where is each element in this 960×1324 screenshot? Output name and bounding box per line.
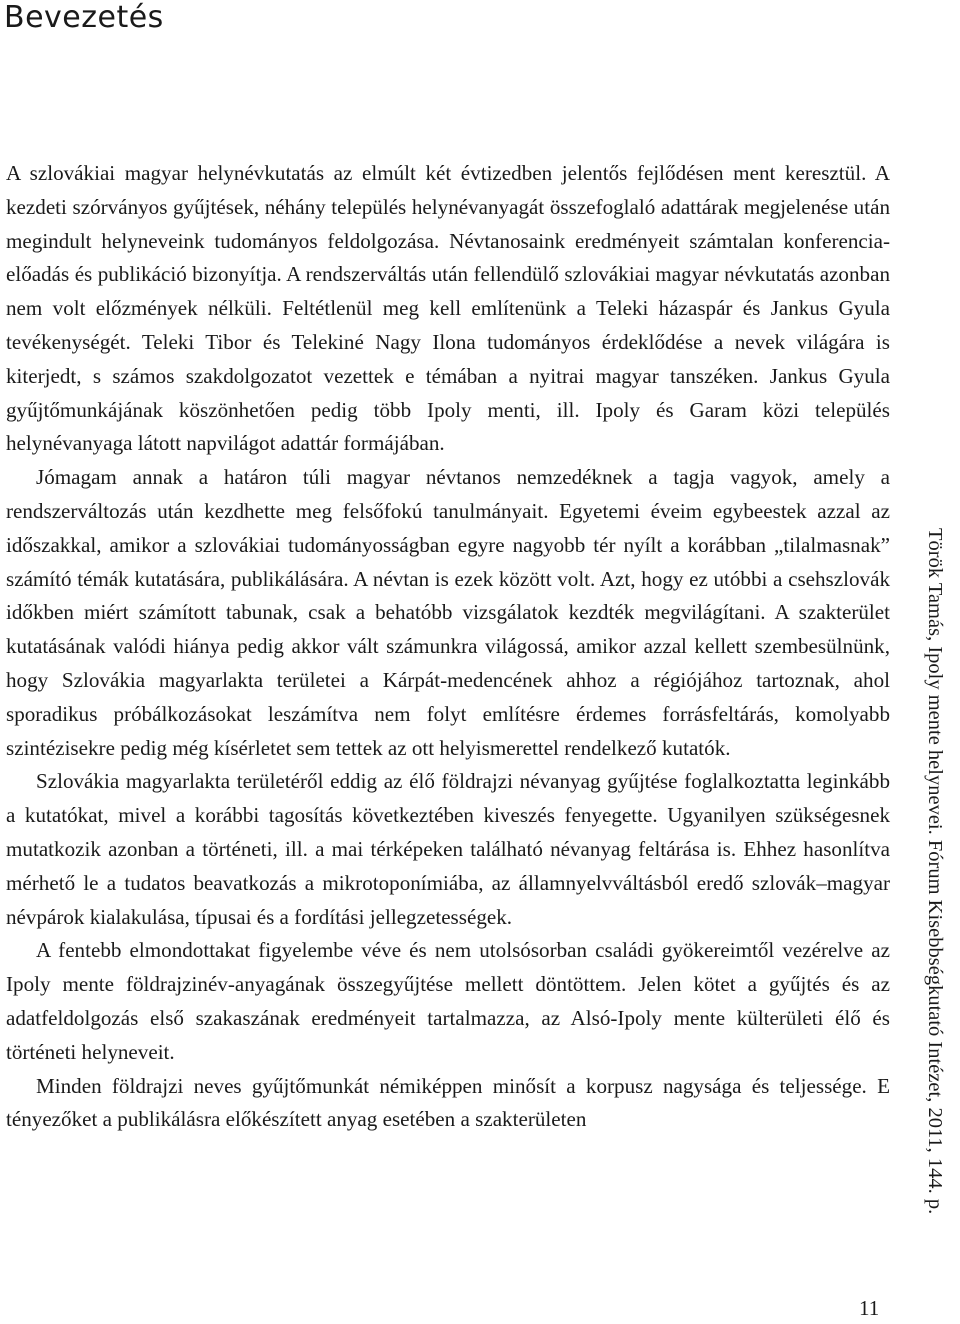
paragraph-2: Jómagam annak a határon túli magyar névtanos nemzedéknek a tagja vagyok, amely a rendszerváltozás után kezdhette meg felsőfokú tanulmányait. Egyetemi éveim egybeestek azzal az időszakkal, amikor a szlovákiai tudományosságban egyre nagyobb tér nyílt a korábban „tilalmasnak” számító témák kutatására, publikálására. A névtan is ezek között volt. Azt, hogy ez utóbbi a csehszlovák időkben miért számított tabunak, csak a behatóbb vizsgálatok kezdték megvilágítani. A szakterület kutatásának valódi hiánya pedig akkor vált számunkra világossá, amikor azzal kellett szembesülnünk, hogy Szlovákia magyarlakta területei a Kárpát-medencének ahhoz a régiójához tartoznak, ahol sporadikus próbálkozásokat leszámítva nem folyt említésre érdemes forrásfeltárás, komolyabb szintézisekre pedig még kísérletet sem tettek az ott helyismerettel rendelkező kutatók. [6, 465, 890, 760]
paragraph-4: A fentebb elmondottakat figyelembe véve és nem utolsósorban családi gyökereimtől vezérelve az Ipoly mente földrajzinév-anyagának összegyűjtése mellett döntöttem. Jelen kötet a gyűjtés és az adatfeldolgozás első szakaszának eredményeit tartalmazza, az Alsó-Ipoly mente külterületi élő és történeti helyneveit. [6, 938, 890, 1064]
page-number: 11 [859, 1296, 880, 1320]
chapter-title: Bevezetés [4, 0, 164, 35]
paragraph-5: Minden földrajzi neves gyűjtőmunkát némiképpen minősít a korpusz nagysága és teljessége. E tényezőket a publikálásra előkészített anyag esetében a szakterületen [6, 1073, 890, 1132]
body-text [6, 157, 890, 1137]
paragraph-1: A szlovákiai magyar helynévkutatás az elmúlt két évtizedben jelentős fejlődésen ment keresztül. A kezdeti szórványos gyűjtések, néhány település helynévanyagát összefoglaló adattárak megjelenése után megindult helyneveink tudományos feldolgozása. Névtanosaink eredményeit számtalan konferencia-előadás és publikáció bizonyítja. A rendszerváltás után fellendülő szlovákiai magyar névkutatás azonban nem volt előzmények nélküli. Feltétlenül meg kell említenünk a Teleki házaspár és Jankus Gyula tevékenységét. Teleki Tibor és Telekiné Nagy Ilona tudományos érdeklődése a nevek világára is kiterjedt, s számos szakdolgozatot vezettek e témában a nyitrai magyar tanszéken. Jankus Gyula gyűjtőmunkájának köszönhetően pedig több Ipoly menti, ill. Ipoly és Garam közi település helynévanyaga látott napvilágot adattár formájában. [6, 161, 890, 456]
paragraph-3: Szlovákia magyarlakta területéről eddig az élő földrajzi névanyag gyűjtése foglalkoztatta leginkább a kutatókat, mivel a korábbi tagosítás következtében kiveszés fenyegette. Ugyanilyen szükségesnek mutatkozik azonban a történeti, ill. a mai térképeken található névanyag feltárása is. Ehhez hasonlítva mérhető le a tudatos beavatkozás a mikrotoponímiába, az államnyelvváltásból eredő szlovák–magyar névpárok kialakulása, típusai és a fordítási jellegzetességek. [6, 769, 890, 929]
citation-side-note: Török Tamás, Ipoly mente helynevei. Fórum Kisebbségkutató Intézet, 2011, 144. p. [924, 528, 946, 1215]
